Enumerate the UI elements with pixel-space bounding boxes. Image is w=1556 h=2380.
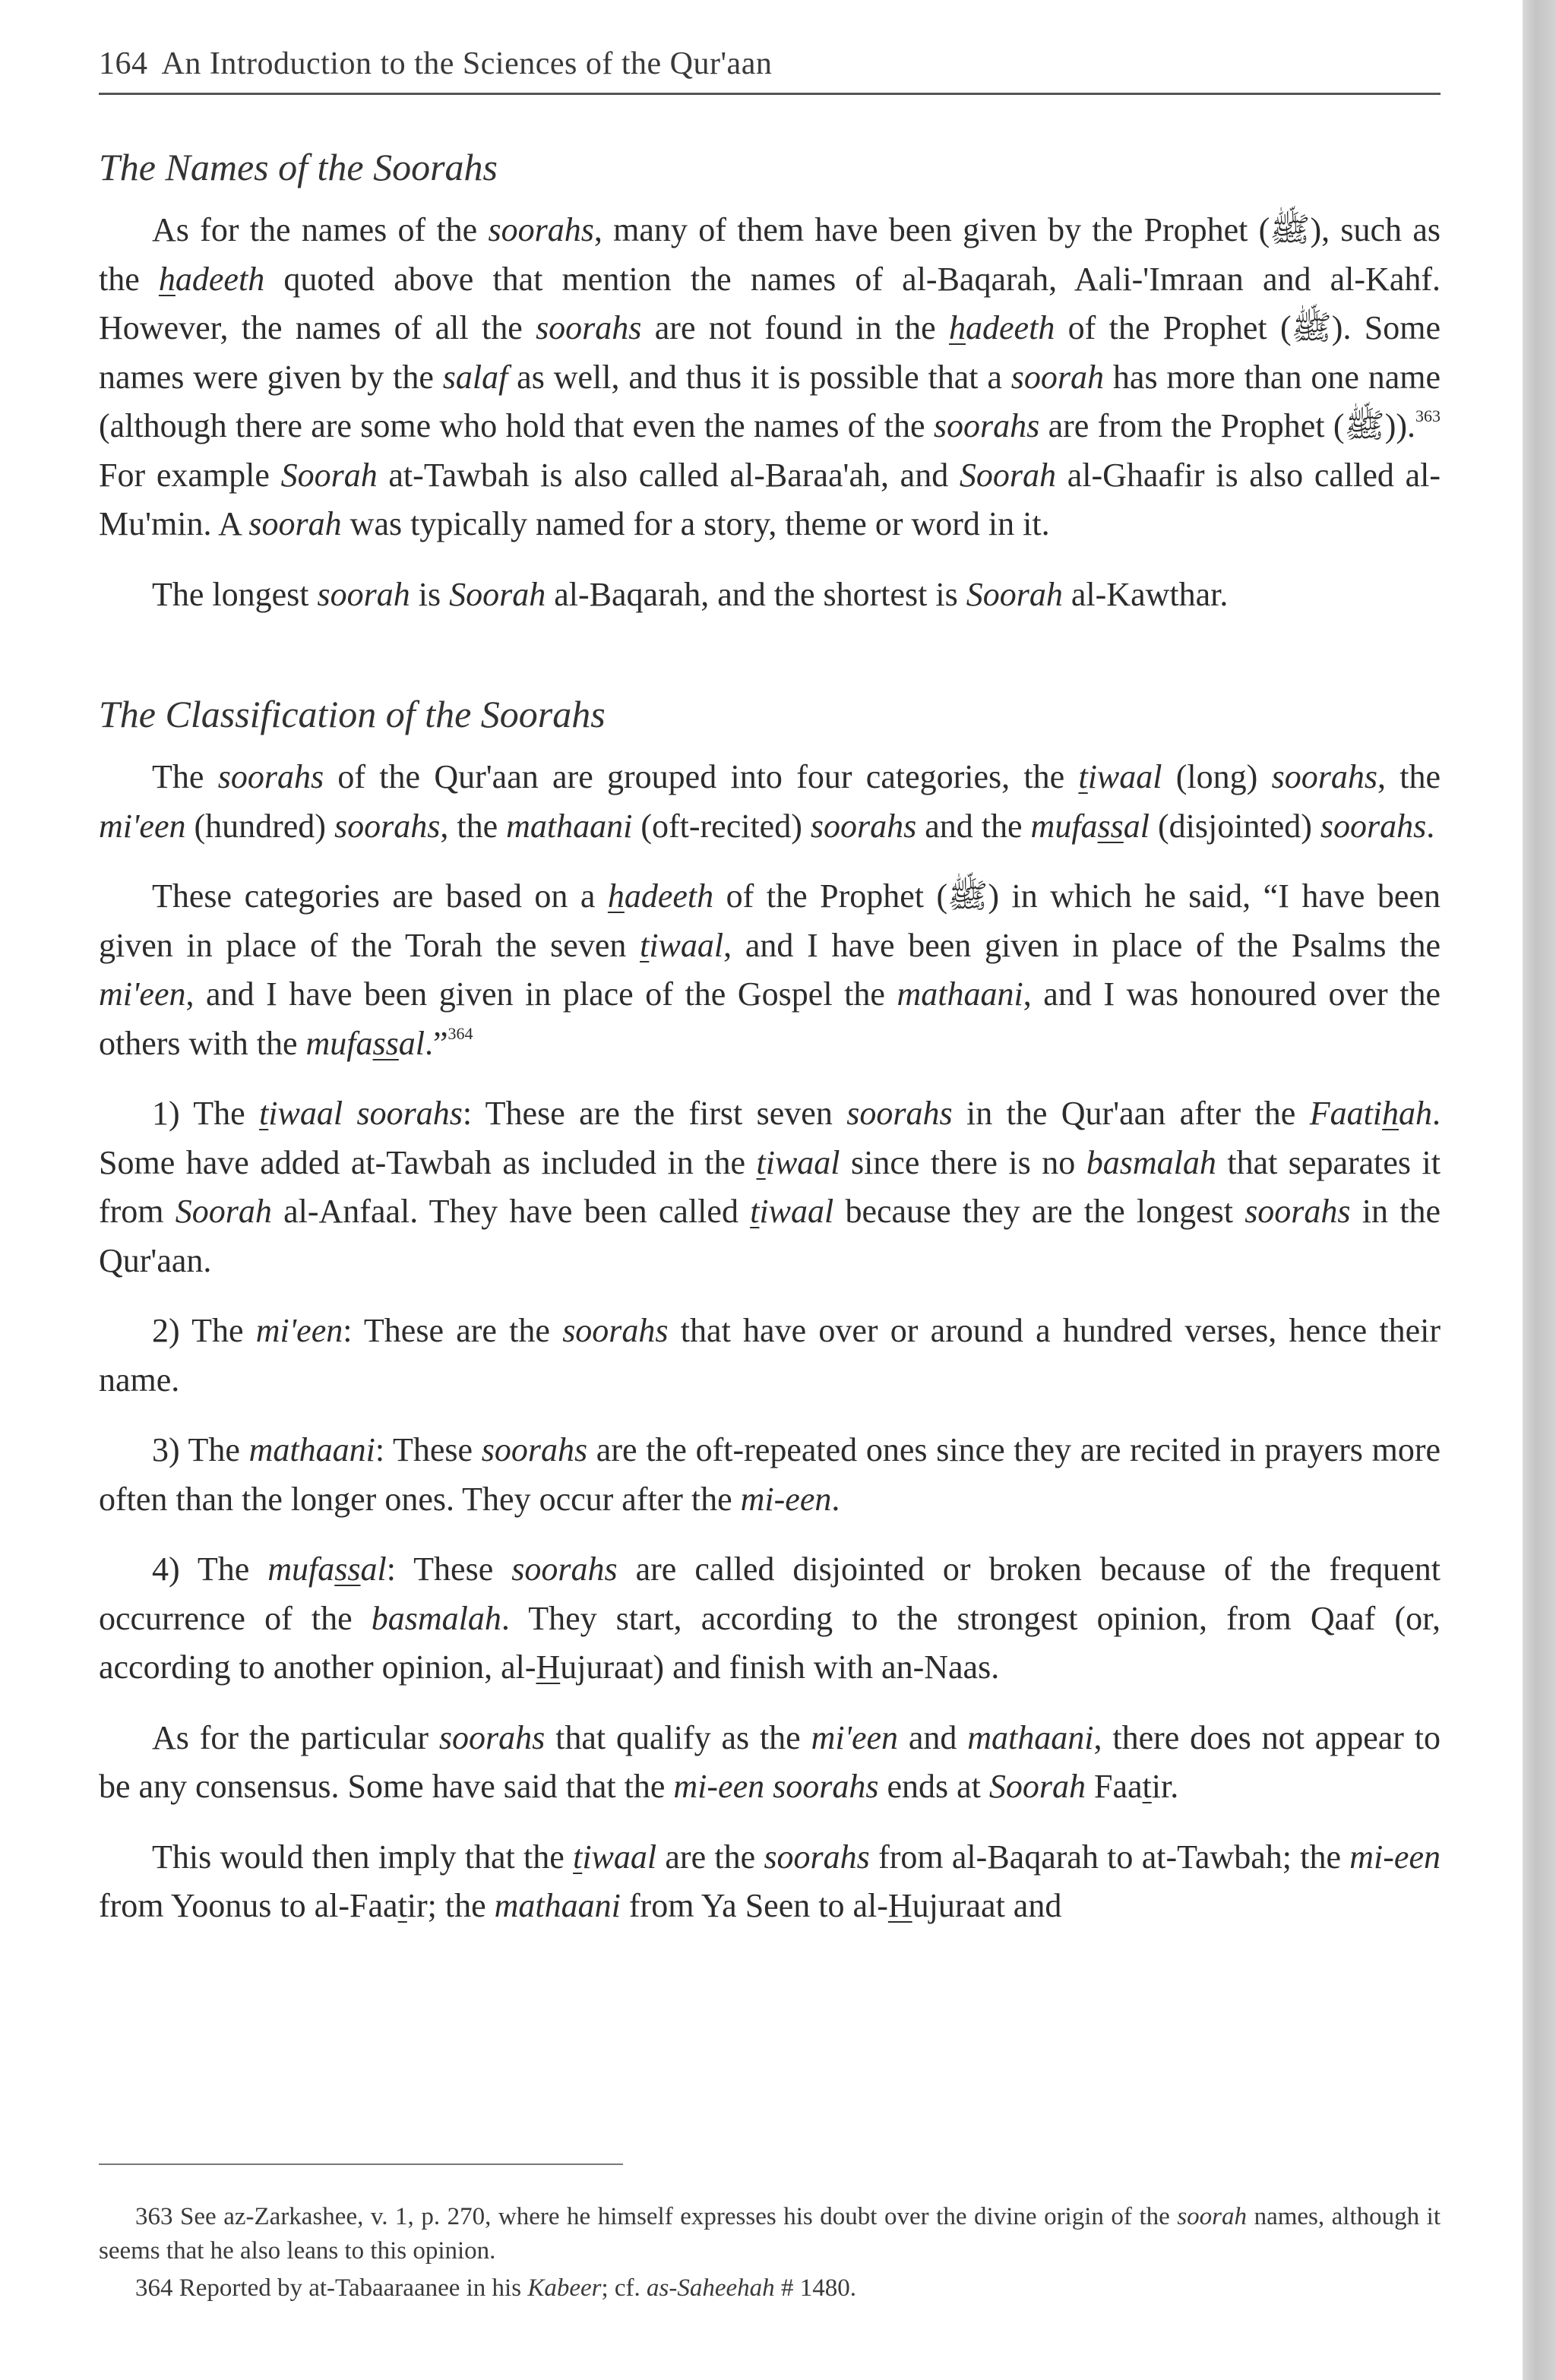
list-item-mathaani: 3) The mathaani: These soorahs are the oft-repeated ones since they are recited in prayers more often than the longer ones. They occur after the mi-een. <box>99 1431 1441 1518</box>
list-item-mieen: 2) The mi'een: These are the soorahs that have over or around a hundred verses, hence their name. <box>99 1312 1441 1399</box>
footnote-number: 363 <box>135 2203 173 2230</box>
footnote-number: 364 <box>135 2274 173 2302</box>
footnote-text-italic: as-Saheehah <box>647 2274 775 2302</box>
salutation-glyph: (ﷺ) <box>1258 211 1322 248</box>
paragraph-implication: This would then imply that the tiwaal are the soorahs from al-Baqarah to at-Tawbah; the mi-een from Yoonus to al-Faatir; the mathaani from Ya Seen to al-Hujuraat and <box>99 1838 1441 1924</box>
section-heading-names: The Names of the Soorahs <box>99 146 498 188</box>
footnote-text: names, although it seems that he also leans to this opinion. <box>99 2203 1441 2265</box>
salutation-glyph: (ﷺ) <box>936 877 999 915</box>
footnote-text: See az-Zarkashee, v. 1, p. 270, where he himself expresses his doubt over the divine origin of the <box>180 2203 1170 2230</box>
paragraph-categories: The soorahs of the Qur'aan are grouped into four categories, the tiwaal (long) soorahs, the mi'een (hundred) soorahs, the mathaani (oft-recited) soorahs and the mufassal (disjointed) soorahs. <box>99 758 1441 845</box>
salutation-glyph: (ﷺ) <box>1279 309 1343 346</box>
footnote-ref: 364 <box>448 1023 473 1043</box>
scan-edge <box>1523 0 1556 2380</box>
salutation-glyph: (ﷺ) <box>1333 407 1396 444</box>
paragraph-hadeeth-basis: These categories are based on a hadeeth of the Prophet (ﷺ) in which he said, “I have been given in place of the Torah the seven tiwaal, and I have been given in place of the Psalms the mi'een, and I have been given in place of the Gospel the mathaani, and I was honoured over the others with the mufassal.”$^{364}$ <box>99 877 1441 1062</box>
footnote-363 <box>99 2200 1441 2268</box>
footnote-text-italic: Kabeer <box>527 2274 602 2302</box>
list-item-tiwaal: 1) The tiwaal soorahs: These are the first seven soorahs in the Qur'aan after the Faatihah. Some have added at-Tawbah as included in the tiwaal since there is no basmalah that separates it from Soorah al-Anfaal. They have been called tiwaal because they are the longest soorahs in the Qur'aan. <box>99 1095 1441 1279</box>
paragraph-longest-shortest: The longest soorah is Soorah al-Baqarah, and the shortest is Soorah al-Kawthar. <box>152 575 1229 613</box>
paragraph-consensus: As for the particular soorahs that qualify as the mi'een and mathaani, there does not appear to be any consensus. Some have said that the mi-een soorahs ends at Soorah Faatir. <box>99 1718 1441 1805</box>
page-number: 164 <box>99 46 148 81</box>
section-heading-classification: The Classification of the Soorahs <box>99 693 606 735</box>
footnote-text: # 1480. <box>780 2274 856 2302</box>
page <box>99 46 1441 1931</box>
footnote-text: Reported by at-Tabaaraanee in his <box>179 2274 522 2302</box>
footnote-ref: 363 <box>1415 406 1441 425</box>
footnotes <box>99 2163 1441 2309</box>
paragraph-names-intro: As for the names of the soorahs, many of them have been given by the Prophet (ﷺ), such as the hadeeth quoted above that mention the names of al-Baqarah, Aali-'Imraan and al-Kahf. However, the names of all the soorahs are not found in the hadeeth of the Prophet (ﷺ). Some names were given by the salaf as well, and thus it is possible that a soorah has more than one name (although there are some who hold that even the names of the soorahs are from the Prophet (ﷺ)).$^{363}$ For example Soorah at-Tawbah is also called al-Baraa'ah, and Soorah al-Ghaafir is also called al-Mu'min. A soorah was typically named for a story, theme or word in it. <box>99 211 1441 542</box>
footnote-text: ; cf. <box>601 2274 640 2302</box>
footnote-364 <box>99 2271 1441 2306</box>
footnote-divider <box>99 2163 623 2165</box>
footnote-text-italic: soorah <box>1177 2203 1248 2230</box>
running-head <box>99 46 1441 95</box>
book-title: An Introduction to the Sciences of the Qur'aan <box>161 46 773 81</box>
list-item-mufassal: 4) The mufassal: These soorahs are called disjointed or broken because of the frequent occurrence of the basmalah. They start, according to the strongest opinion, from Qaaf (or, according to another opinion, al-Hujuraat) and finish with an-Naas. <box>99 1550 1441 1686</box>
